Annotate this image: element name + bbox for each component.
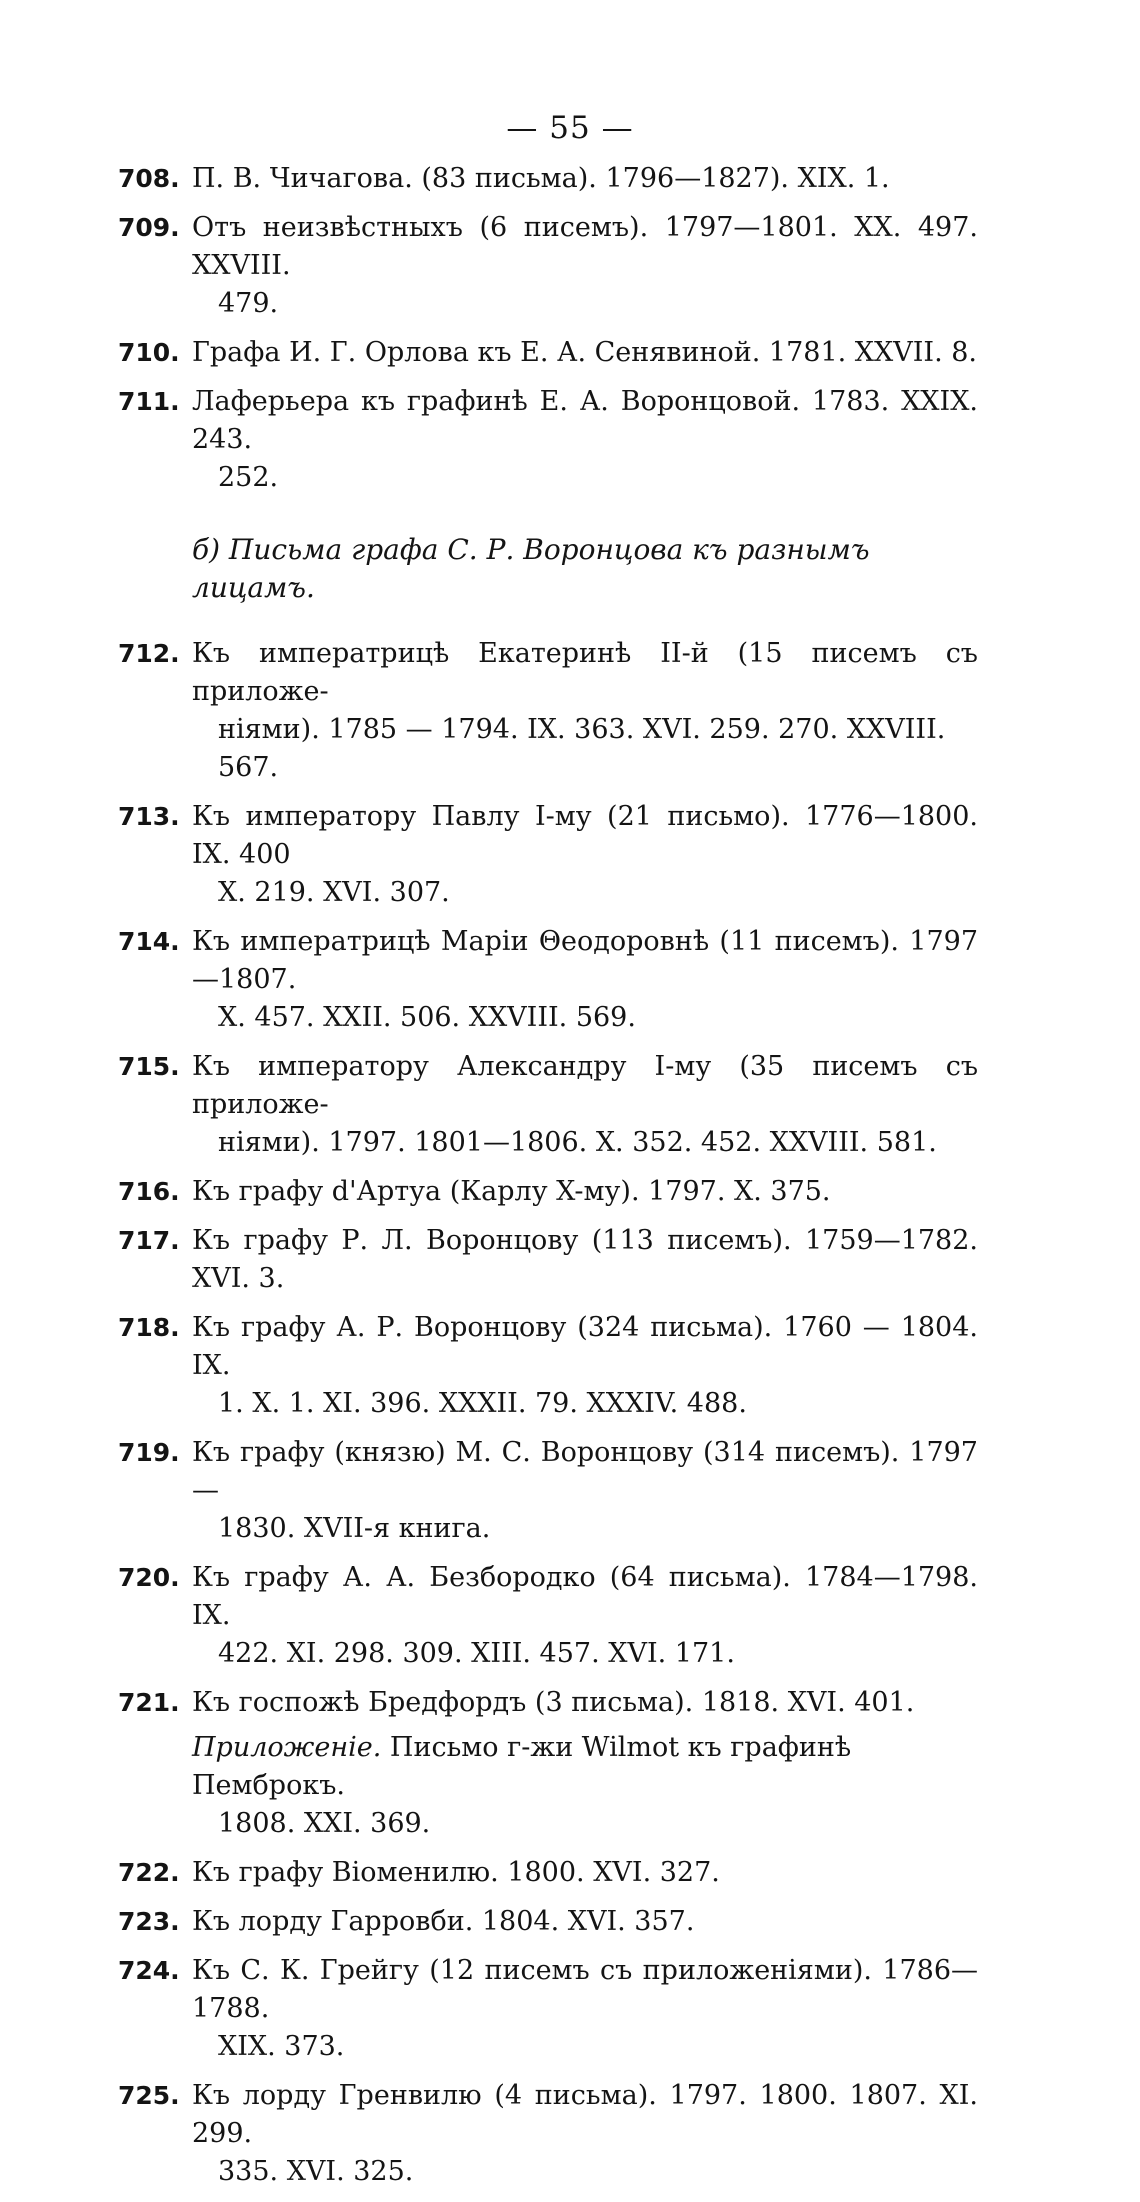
entry-text-continuation: 252. — [218, 462, 279, 493]
entry-text: Къ графу А. А. Безбородко (64 письма). 1784—1798. IX. — [192, 1562, 978, 1631]
entry-number: 713. — [118, 802, 180, 831]
list-item — [118, 160, 978, 198]
entry-number: 710. — [118, 338, 180, 367]
list-item — [118, 1854, 978, 1892]
entry-text: Къ графу (князю) М. С. Воронцову (314 писемъ). 1797— — [192, 1437, 978, 1506]
entry-text: Къ графу А. Р. Воронцову (324 письма). 1760 — 1804. IX. — [192, 1312, 978, 1381]
list-item — [118, 798, 978, 912]
entry-text: Къ лорду Гарровби. 1804. XVI. 357. — [192, 1906, 695, 1937]
list-item — [118, 1048, 978, 1162]
entry-number: 719. — [118, 1438, 180, 1467]
appendix-text: Письмо г-жи Wilmot къ графинѣ Пемброкъ. — [192, 1732, 852, 1801]
list-item — [118, 334, 978, 372]
entry-text-continuation: 335. XVI. 325. — [218, 2156, 414, 2187]
list-item — [118, 1559, 978, 1673]
list-item — [118, 923, 978, 1037]
entry-text: Къ графу Віоменилю. 1800. XVI. 327. — [192, 1857, 720, 1888]
entry-text-continuation: 422. XI. 298. 309. XIII. 457. XVI. 171. — [218, 1638, 735, 1669]
entry-text: Къ императору Александру I-му (35 писемъ съ приложе- — [192, 1051, 978, 1120]
list-item — [118, 1173, 978, 1211]
entry-text-continuation: 479. — [218, 288, 279, 319]
entry-number: 722. — [118, 1858, 180, 1887]
list-item — [118, 1903, 978, 1941]
entry-text-continuation: 567. — [218, 752, 279, 783]
entry-text: Къ императору Павлу I-му (21 письмо). 1776—1800. IX. 400 — [192, 801, 978, 870]
entry-number: 708. — [118, 164, 180, 193]
entry-text: Графа И. Г. Орлова къ Е. А. Сенявиной. 1781. XXVII. 8. — [192, 337, 978, 368]
section-heading: б) Письма графа С. Р. Воронцова къ разнымъ лицамъ. — [192, 533, 870, 604]
entry-text-continuation: X. 219. XVI. 307. — [218, 877, 450, 908]
list-item — [118, 1684, 978, 1722]
entry-text-continuation: X. 457. XXII. 506. XXVIII. 569. — [218, 1002, 636, 1033]
entry-text: П. В. Чичагова. (83 письма). 1796—1827). XIX. 1. — [192, 163, 890, 194]
entry-text-continuation: XIX. 373. — [218, 2031, 345, 2062]
entry-text-continuation: ніями). 1797. 1801—1806. X. 352. 452. XXVIII. 581. — [218, 1127, 937, 1158]
entry-text: Къ графу Р. Л. Воронцову (113 писемъ). 1759—1782. XVI. 3. — [192, 1225, 978, 1294]
list-item — [118, 383, 978, 497]
entry-number: 724. — [118, 1956, 180, 1985]
entry-number: 715. — [118, 1052, 180, 1081]
entry-number: 709. — [118, 213, 180, 242]
entry-text-continuation: 1. X. 1. XI. 396. XXXII. 79. XXXIV. 488. — [218, 1388, 747, 1419]
entry-text-continuation: 1830. XVII-я книга. — [218, 1513, 491, 1544]
entry-text: Лаферьера къ графинѣ Е. А. Воронцовой. 1783. XXIX. 243. — [192, 386, 978, 455]
appendix-text-continuation: 1808. XXI. 369. — [218, 1808, 431, 1839]
entry-text: Къ лорду Гренвилю (4 письма). 1797. 1800. 1807. XI. 299. — [192, 2080, 978, 2149]
entry-number: 720. — [118, 1563, 180, 1592]
appendix-note — [118, 1729, 978, 1843]
entry-number: 718. — [118, 1313, 180, 1342]
entry-number: 721. — [118, 1688, 180, 1717]
entry-text: Къ графу d'Артуа (Карлу X-му). 1797. X. 375. — [192, 1176, 831, 1207]
entry-text: Къ С. К. Грейгу (12 писемъ съ приложеніями). 1786—1788. — [192, 1955, 978, 2024]
entry-number: 714. — [118, 927, 180, 956]
list-item — [118, 2077, 978, 2191]
entry-number: 717. — [118, 1226, 180, 1255]
list-item — [118, 1309, 978, 1423]
page-number: — 55 — — [506, 110, 634, 146]
entry-number: 725. — [118, 2081, 180, 2110]
list-item — [118, 635, 978, 787]
entry-list — [118, 160, 978, 2202]
entry-text: Отъ неизвѣстныхъ (6 писемъ). 1797—1801. XX. 497. XXVIII. — [192, 212, 978, 281]
entry-number: 711. — [118, 387, 180, 416]
appendix-label: Приложеніе. — [192, 1732, 382, 1763]
entry-number: 716. — [118, 1177, 180, 1206]
entry-number: 723. — [118, 1907, 180, 1936]
entry-text: Къ госпожѣ Бредфордъ (3 письма). 1818. XVI. 401. — [192, 1687, 915, 1718]
entry-text: Къ императрицѣ Екатеринѣ II-й (15 писемъ съ приложе- — [192, 638, 978, 707]
entry-text: Къ императрицѣ Маріи Θеодоровнѣ (11 писемъ). 1797—1807. — [192, 926, 978, 995]
entry-text-continuation: ніями). 1785 — 1794. IX. 363. XVI. 259. 270. XXVIII. — [218, 714, 946, 745]
list-item — [118, 209, 978, 323]
entry-number: 712. — [118, 639, 180, 668]
list-item — [118, 1222, 978, 1298]
list-item — [118, 1952, 978, 2066]
list-item — [118, 1434, 978, 1548]
